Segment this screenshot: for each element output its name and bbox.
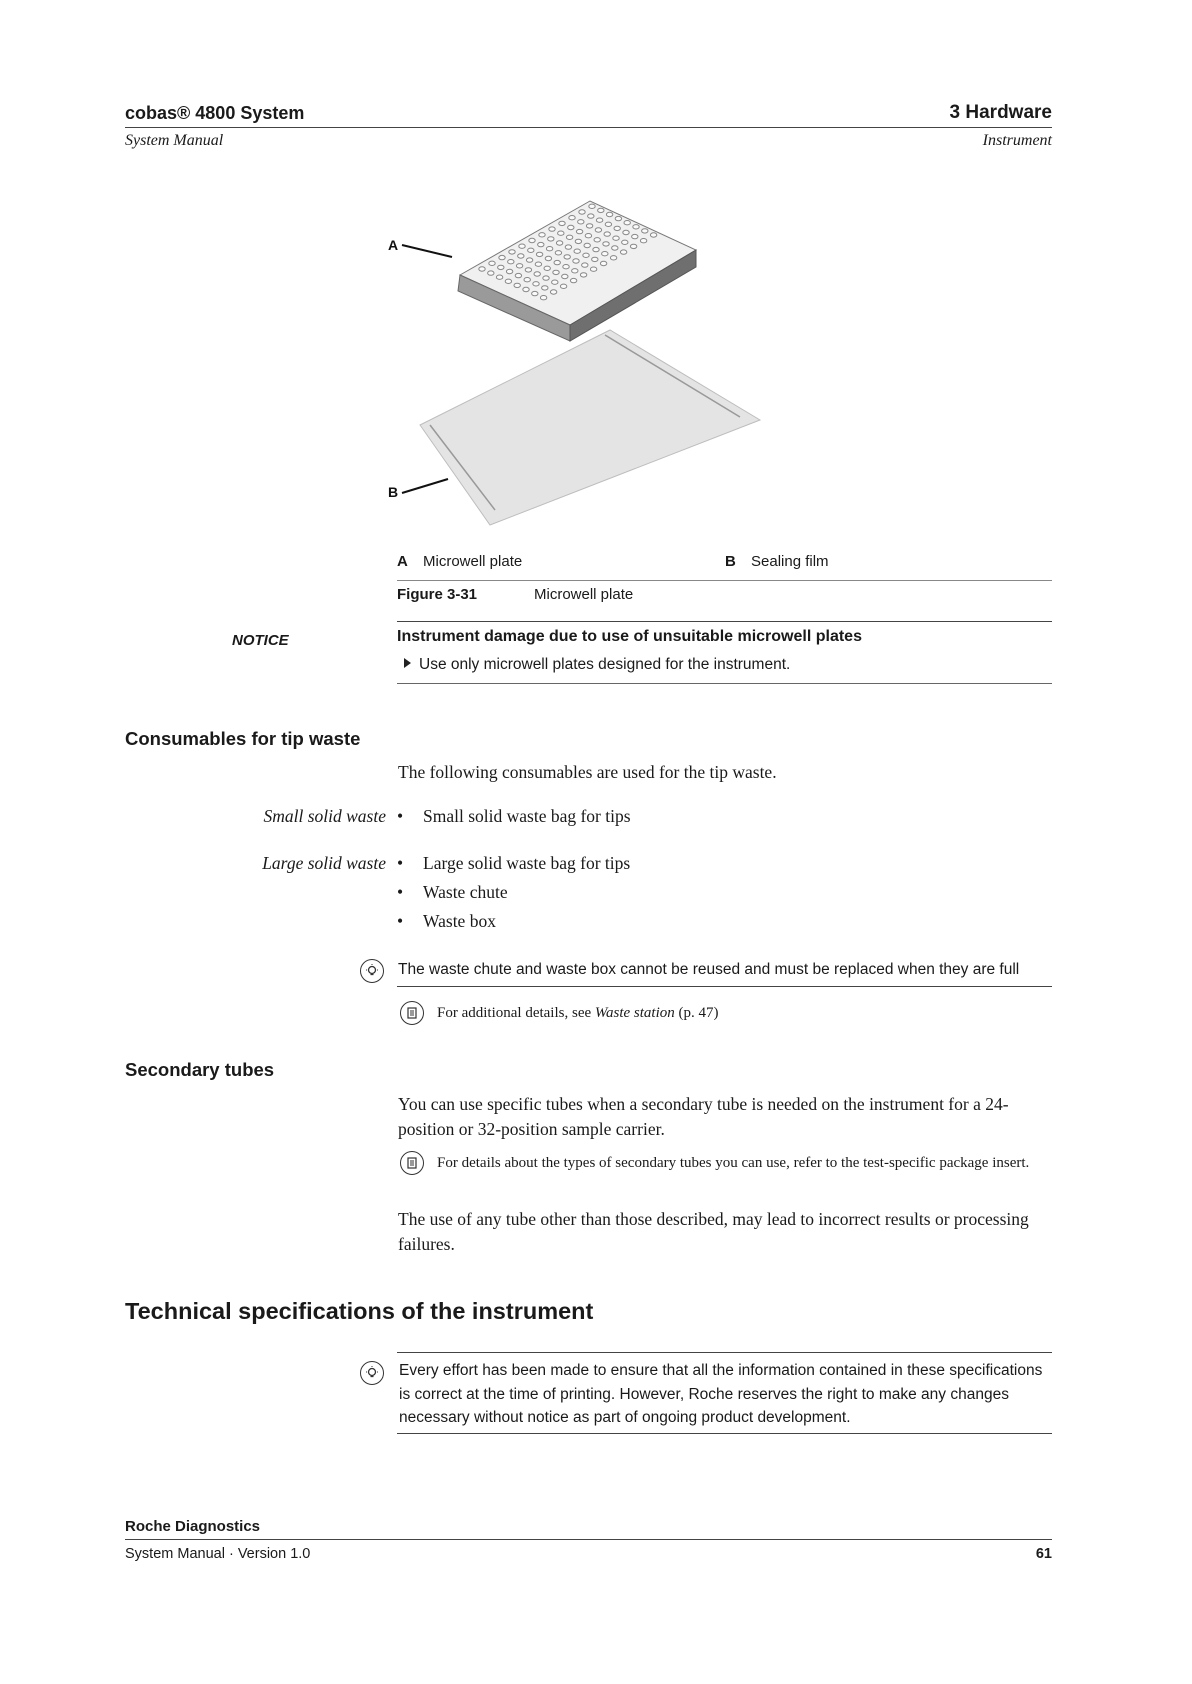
plate-well — [575, 239, 581, 243]
plate-well — [516, 264, 522, 268]
plate-well — [603, 242, 609, 246]
plate-well — [540, 296, 546, 300]
plate-well — [498, 265, 504, 269]
notice-title: Instrument damage due to use of unsuitable microwell plates — [397, 628, 862, 645]
plate-well — [546, 247, 552, 251]
plate-well — [593, 247, 599, 251]
plate-well — [525, 268, 531, 272]
tech-specs-tip-text: Every effort has been made to ensure that all the information contained in these specifications is correct at the time of printing. However, Roche reserves the right to make any changes necessary without notice as part of ongoing product development. — [399, 1362, 1043, 1426]
plate-well — [650, 233, 656, 237]
legend-key-a: A — [397, 553, 408, 570]
small-solid-waste-label: Small solid waste — [263, 806, 386, 826]
secondary-tubes-reference: For details about the types of secondary tubes you can use, refer to the test-specific package insert. — [437, 1155, 1030, 1171]
plate-well — [562, 274, 568, 278]
plate-well — [595, 228, 601, 232]
plate-well — [505, 279, 511, 283]
figure-number: Figure 3-31 — [397, 586, 478, 603]
plate-well — [613, 236, 619, 240]
plate-well — [506, 269, 512, 273]
figure-caption: Microwell plate — [534, 586, 634, 603]
plate-well — [508, 260, 514, 264]
header-section: Instrument — [982, 132, 1052, 149]
plate-well — [568, 225, 574, 229]
lightbulb-icon — [360, 959, 384, 983]
secondary-tubes-heading: Secondary tubes — [125, 1059, 275, 1080]
tech-tip-top-rule — [397, 1352, 1052, 1353]
plate-well — [605, 222, 611, 226]
plate-well — [509, 250, 515, 254]
plate-well — [534, 272, 540, 276]
plate-well — [614, 226, 620, 230]
plate-well — [518, 254, 524, 258]
plate-well — [519, 244, 525, 248]
plate-well — [622, 240, 628, 244]
plate-well — [544, 266, 550, 270]
plate-well — [554, 260, 560, 264]
plate-well — [578, 220, 584, 224]
notice-label: NOTICE — [232, 632, 289, 649]
plate-well — [543, 276, 549, 280]
plate-well — [526, 258, 532, 262]
plate-well — [600, 261, 606, 265]
tip-waste-heading: Consumables for tip waste — [125, 728, 361, 749]
plate-well — [565, 245, 571, 249]
plate-well — [550, 290, 556, 294]
plate-well — [612, 246, 618, 250]
plate-well — [630, 244, 636, 248]
plate-well — [496, 275, 502, 279]
list-item: • Large solid waste bag for tips — [397, 853, 631, 873]
plate-well — [535, 262, 541, 266]
tip-rule — [397, 986, 1052, 987]
plate-well — [602, 252, 608, 256]
plate-well — [606, 212, 612, 216]
plate-well — [596, 218, 602, 222]
plate-well — [489, 261, 495, 265]
plate-well — [564, 255, 570, 259]
plate-well — [532, 291, 538, 295]
notice-bullet-text: Use only microwell plates designed for the instrument. — [419, 656, 791, 673]
plate-well — [552, 280, 558, 284]
legend-text-a: Microwell plate — [423, 553, 523, 570]
plate-well — [555, 251, 561, 255]
plate-well — [528, 248, 534, 252]
legend-text-b: Sealing film — [751, 553, 829, 570]
microwell-plate-illustration — [390, 195, 760, 535]
plate-well — [642, 229, 648, 233]
plate-well — [556, 241, 562, 245]
tip-waste-intro: The following consumables are used for the tip waste. — [398, 762, 777, 782]
tech-tip-bottom-rule — [397, 1433, 1052, 1434]
list-item: • Waste box — [397, 911, 496, 931]
plate-well — [640, 239, 646, 243]
plate-well — [580, 273, 586, 277]
large-solid-waste-label: Large solid waste — [262, 853, 386, 873]
tip-waste-tip-text: The waste chute and waste box cannot be reused and must be replaced when they are full — [398, 961, 1020, 978]
plate-well — [559, 221, 565, 225]
tech-specs-heading: Technical specifications of the instrument — [125, 1298, 594, 1324]
sealing-film-drawing — [420, 330, 760, 525]
header-chapter: 3 Hardware — [949, 102, 1052, 123]
figure-label-a: A — [388, 237, 399, 253]
plate-well — [548, 237, 554, 241]
plate-well — [632, 234, 638, 238]
header-rule — [125, 127, 1052, 128]
document-reference-icon — [400, 1001, 424, 1025]
plate-well — [563, 265, 569, 269]
plate-well — [514, 283, 520, 287]
plate-well — [560, 284, 566, 288]
document-reference-icon — [400, 1151, 424, 1175]
page-number: 61 — [1035, 1546, 1052, 1562]
plate-well — [499, 255, 505, 259]
plate-well — [585, 234, 591, 238]
plate-well — [479, 267, 485, 271]
legend-item-a — [397, 553, 522, 570]
plate-well — [569, 216, 575, 220]
plate-well — [570, 278, 576, 282]
plate-well — [604, 232, 610, 236]
plate-well — [633, 225, 639, 229]
figure-label-b: B — [388, 484, 399, 500]
plate-well — [529, 238, 535, 242]
arrow-right-icon — [404, 658, 411, 668]
footer-manual-version: System Manual · Version 1.0 — [125, 1546, 311, 1562]
notice-bullet — [404, 656, 790, 674]
leader-line-a — [402, 245, 452, 257]
plate-well — [624, 221, 630, 225]
legend-key-b: B — [725, 553, 736, 570]
plate-well — [598, 208, 604, 212]
plate-well — [584, 243, 590, 247]
legend-rule — [397, 580, 1052, 581]
header-product-title: cobas® 4800 System — [125, 103, 305, 123]
list-item: • Waste chute — [397, 882, 508, 902]
plate-well — [523, 287, 529, 291]
header-doc-type: System Manual — [125, 132, 224, 149]
plate-well — [615, 216, 621, 220]
plate-well — [586, 224, 592, 228]
list-item: • Small solid waste bag for tips — [397, 806, 631, 826]
footer-rule — [125, 1539, 1052, 1540]
plate-well — [620, 250, 626, 254]
waste-station-link[interactable]: Waste station — [594, 1005, 675, 1021]
plate-well — [582, 263, 588, 267]
plate-well — [542, 286, 548, 290]
plate-well — [572, 269, 578, 273]
plate-well — [579, 210, 585, 214]
microwell-plate-drawing — [458, 201, 696, 341]
plate-well — [594, 238, 600, 242]
plate-well — [538, 242, 544, 246]
plate-well — [566, 235, 572, 239]
plate-well — [589, 204, 595, 208]
plate-well — [588, 214, 594, 218]
plate-well — [553, 270, 559, 274]
plate-well — [515, 273, 521, 277]
plate-well — [545, 256, 551, 260]
waste-station-reference: For additional details, see Waste station (p. 47) — [437, 1005, 719, 1021]
plate-well — [488, 271, 494, 275]
plate-well — [533, 282, 539, 286]
plate-well — [610, 256, 616, 260]
plate-well — [536, 252, 542, 256]
notice-bottom-rule — [397, 683, 1052, 684]
plate-well — [623, 230, 629, 234]
legend-item-b — [725, 553, 829, 570]
plate-well — [558, 231, 564, 235]
plate-well — [576, 229, 582, 233]
plate-well — [573, 259, 579, 263]
plate-well — [524, 278, 530, 282]
plate-well — [590, 267, 596, 271]
notice-top-rule — [397, 621, 1052, 622]
plate-well — [539, 233, 545, 237]
plate-well — [574, 249, 580, 253]
plate-well — [583, 253, 589, 257]
plate-well — [592, 257, 598, 261]
lightbulb-icon — [360, 1361, 384, 1385]
leader-line-b — [402, 479, 448, 493]
footer-company: Roche Diagnostics — [125, 1518, 261, 1535]
plate-well — [549, 227, 555, 231]
secondary-tubes-para1: You can use specific tubes when a secondary tube is needed on the instrument for a 24-position or 32-position sample carrier. — [398, 1094, 1009, 1139]
secondary-tubes-para2: The use of any tube other than those described, may lead to incorrect results or processing failures. — [398, 1209, 1029, 1254]
